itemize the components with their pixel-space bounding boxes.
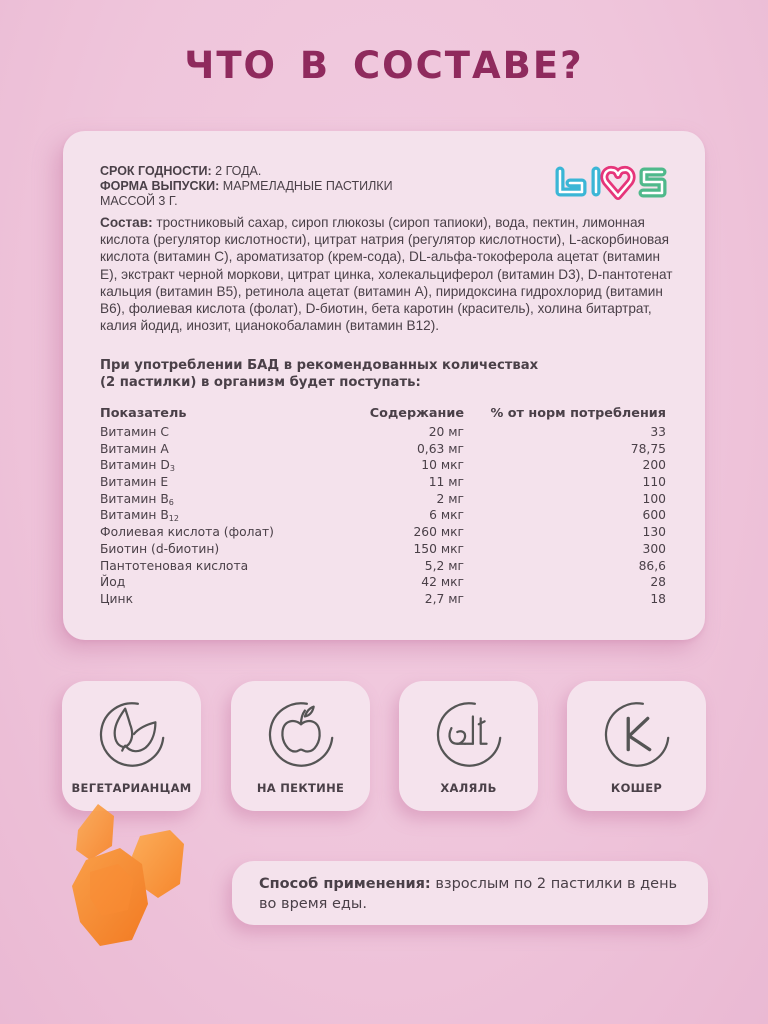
kosher-icon <box>598 695 676 773</box>
table-row: Пантотеновая кислота 5,2 мг 86,6 <box>100 558 666 573</box>
badge-label: ХАЛЯЛЬ <box>440 781 497 795</box>
page-title: ЧТО В СОСТАВЕ? <box>184 44 584 87</box>
usage-text: Способ применения: взрослым по 2 пастилки в день во время еды. <box>259 876 678 912</box>
badge-label: КОШЕР <box>610 781 663 795</box>
gummies-image <box>50 800 220 950</box>
halal-icon <box>430 695 508 773</box>
intake-heading: При употреблении БАД в рекомендованных количествах (2 пастилки) в организм будет поступать: <box>100 358 539 390</box>
badge-pectin <box>231 681 370 811</box>
release-form-weight: МАССОЙ 3 Г. <box>100 194 178 208</box>
header-percent: % от норм потребления <box>490 406 666 421</box>
badge-label: ВЕГЕТАРИАНЦАМ <box>71 781 192 795</box>
table-row: Биотин (d-биотин) 150 мкг 300 <box>100 541 666 556</box>
product-meta <box>100 164 393 209</box>
leaf-icon <box>93 695 171 773</box>
composition-card <box>63 131 705 640</box>
table-row: Витамин E 11 мг 110 <box>100 475 666 490</box>
table-row: Цинк 2,7 мг 18 <box>100 591 666 606</box>
table-row: Витамин $B_{12}$ 6 мкг 600 <box>100 508 666 524</box>
shelf-life: СРОК ГОДНОСТИ: 2 ГОДА. <box>100 164 262 178</box>
usage-card <box>232 861 708 925</box>
table-header <box>100 404 666 424</box>
livs-logo-icon <box>552 162 674 202</box>
badge-label: НА ПЕКТИНЕ <box>256 781 345 795</box>
table-row: Витамин $B_6$ 2 мг 100 <box>100 491 666 507</box>
apple-icon <box>262 695 340 773</box>
release-form: ФОРМА ВЫПУСКИ: МАРМЕЛАДНЫЕ ПАСТИЛКИ <box>100 179 393 193</box>
composition-text: Состав: тростниковый сахар, сироп глюкозы (сироп тапиоки), вода, пектин, лимонная кислота (регулятор кислотности), цитрат натрия (регулятор кислотности), L-аскорбиновая кислота (витамин С), ароматизатор (крем-сода), DL-альфа-токоферола ацетат (витамин Е), экстракт черной моркови, цитрат цинка, холекальциферол (витамин D3), D-пантотенат кальция (витамин В5), ретинола ацетат (витамин А), пиридоксина гидрохлорид (витамин В6), фолиевая кислота (фолат), D-биотин, бета каротин (краситель), холина битартрат, калия йодид, инозит, цианокобаламин (витамин В12). <box>100 215 673 334</box>
header-name: Показатель <box>100 406 187 421</box>
table-row: Витамин $D_3$ 10 мкг 200 <box>100 458 666 474</box>
table-row: Витамин C 20 мг 33 <box>100 425 666 439</box>
table-row: Йод 42 мкг 28 <box>100 575 666 590</box>
header-amount: Содержание <box>369 406 464 421</box>
badge-halal <box>399 681 538 811</box>
table-row: Фолиевая кислота (фолат) 260 мкг 130 <box>100 525 666 540</box>
badge-kosher <box>567 681 706 811</box>
nutrition-table <box>100 404 666 608</box>
badge-vegetarian <box>62 681 201 811</box>
table-row: Витамин A 0,63 мг 78,75 <box>100 441 666 456</box>
